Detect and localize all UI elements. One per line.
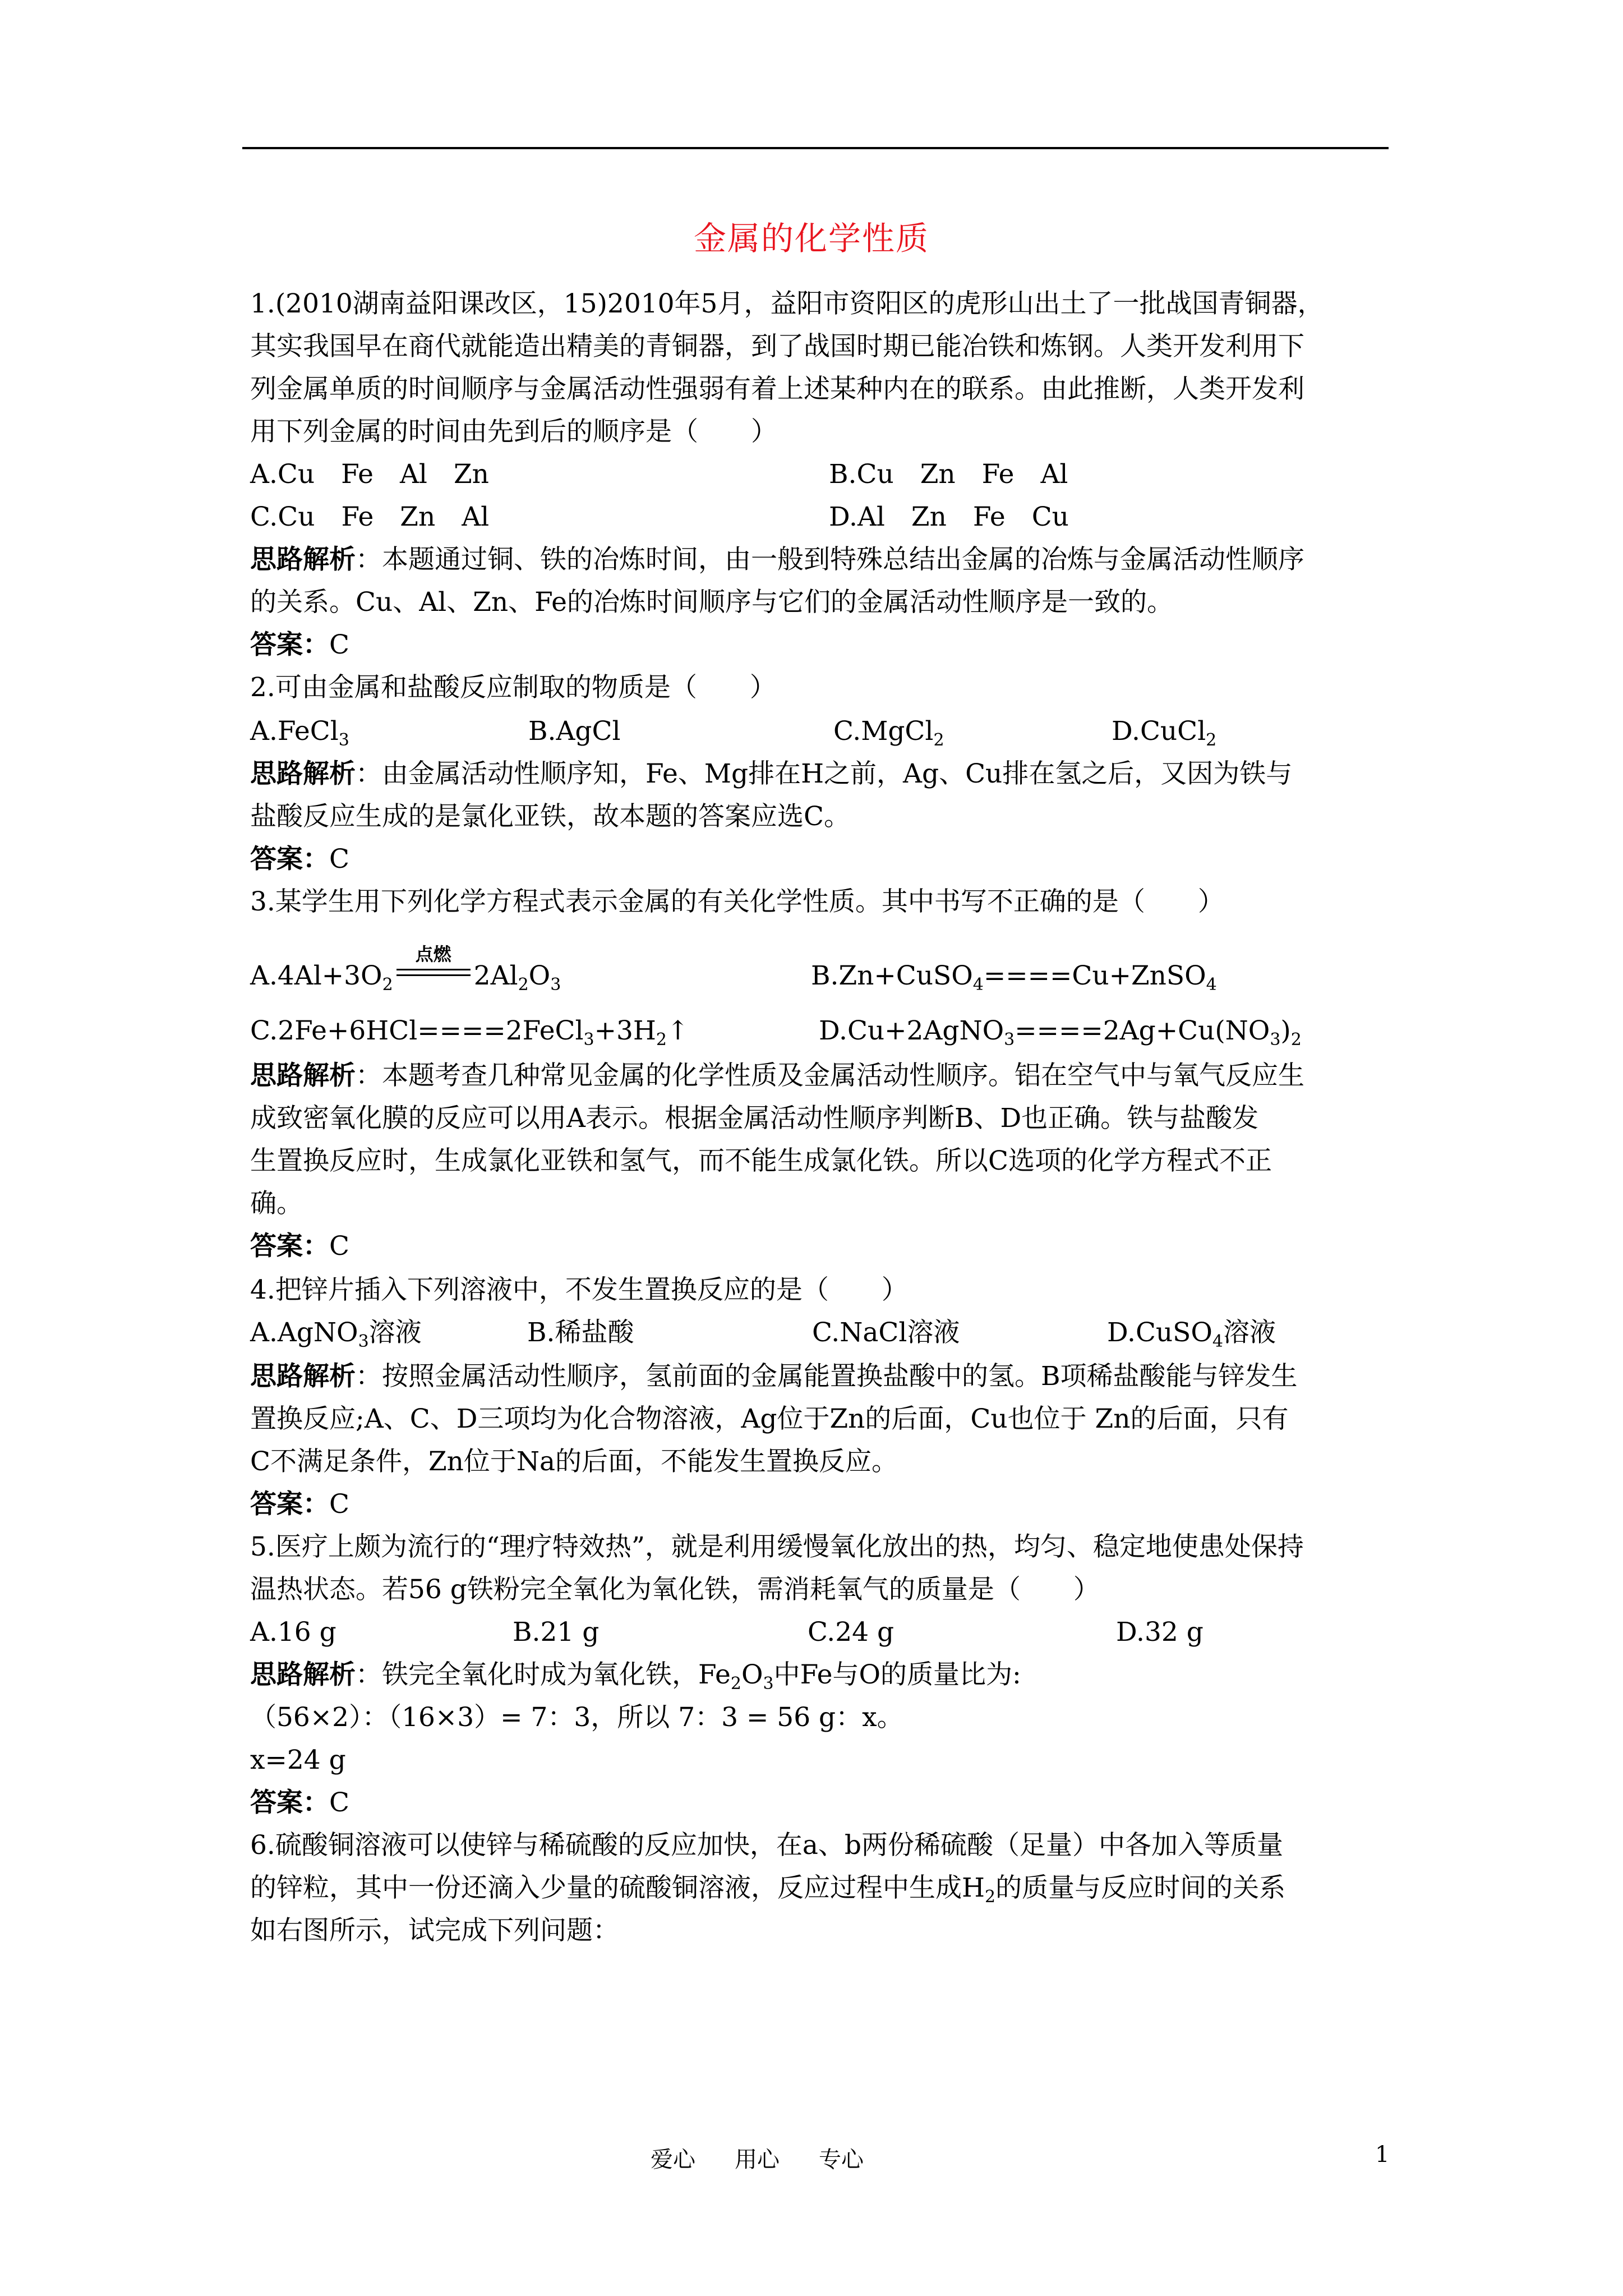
q6-line-2: 的锌粒，其中一份还滴入少量的硫酸铜溶液，反应过程中生成$H_2$的质量与反应时间的关系 — [250, 1872, 1286, 1907]
q4-option-b: B.稀盐酸 — [527, 1317, 634, 1348]
q3-option-a: $A.4Al+3O_2$ 点燃 $2Al_2O_3$ — [250, 944, 561, 995]
page-title: 金属的化学性质 — [693, 219, 929, 257]
q4-option-a: A.AgNO$_3$溶液 — [250, 1317, 422, 1351]
q3-answer: 答案：C — [250, 1231, 349, 1262]
header-rule — [242, 147, 1389, 149]
q3-stem: 3.某学生用下列化学方程式表示金属的有关化学性质。其中书写不正确的是（ ） — [250, 886, 1224, 917]
q5-analysis-line-2: （56×2）：（16×3）= 7：3，所以 7：3 = 56 g：x。 — [250, 1702, 903, 1733]
q1-option-b: B.Cu Zn Fe Al — [829, 459, 1068, 490]
q2-answer: 答案：C — [250, 844, 349, 875]
q2-option-d: D.CuCl$_2$ — [1112, 716, 1217, 750]
q1-option-a: A.Cu Fe Al Zn — [250, 459, 489, 490]
q2-option-c: C.MgCl$_2$ — [833, 716, 944, 750]
q3-option-d: $D.Cu+2AgNO_3====2Ag+Cu(NO_3)_2$ — [819, 1015, 1302, 1050]
q2-option-b: B.AgCl — [528, 716, 621, 747]
q6-line-3: 如右图所示，试完成下列问题： — [250, 1915, 619, 1946]
q1-option-d: D.Al Zn Fe Cu — [829, 501, 1069, 532]
q3-analysis-line-3: 生置换反应时，生成氯化亚铁和氢气，而不能生成氯化铁。所以C选项的化学方程式不正 — [250, 1145, 1272, 1176]
q5-analysis-line-3: x=24 g — [250, 1745, 346, 1775]
q4-analysis-line-2: 置换反应;A、C、D三项均为化合物溶液，Ag位于Zn的后面，Cu也位于 Zn的后面，只有 — [250, 1404, 1289, 1434]
q5-option-a: A.16 g — [250, 1617, 336, 1648]
q4-stem: 4.把锌片插入下列溶液中，不发生置换反应的是（ ） — [250, 1274, 908, 1305]
q2-stem: 2.可由金属和盐酸反应制取的物质是（ ） — [250, 672, 776, 703]
q3-option-c: $C.2Fe+6HCl====2FeCl_3+3H_2↑$ — [250, 1015, 689, 1050]
reaction-condition-arrow: 点燃 — [396, 964, 471, 981]
q5-option-c: C.24 g — [808, 1617, 895, 1648]
q5-line-2: 温热状态。若56 g铁粉完全氧化为氧化铁，需消耗氧气的质量是（ ） — [250, 1574, 1100, 1605]
q5-option-d: D.32 g — [1116, 1617, 1204, 1648]
q4-analysis-line-3: C不满足条件，Zn位于Na的后面，不能发生置换反应。 — [250, 1446, 898, 1477]
q2-analysis-line-2: 盐酸反应生成的是氯化亚铁，故本题的答案应选C。 — [250, 801, 850, 832]
q4-answer: 答案：C — [250, 1489, 349, 1520]
q1-line-3: 列金属单质的时间顺序与金属活动性强弱有着上述某种内在的联系。由此推断，人类开发利 — [250, 374, 1304, 404]
q5-answer: 答案：C — [250, 1787, 349, 1818]
q4-analysis-line-1: 思路解析：按照金属活动性顺序，氢前面的金属能置换盐酸中的氢。B项稀盐酸能与锌发生 — [250, 1361, 1298, 1392]
q1-answer: 答案：C — [250, 629, 349, 660]
footer-motto: 爱心 用心 专心 — [651, 2147, 864, 2173]
analysis-label: 思路解析 — [250, 544, 356, 575]
q5-analysis-line-1: 思路解析：铁完全氧化时成为氧化铁，$Fe_2O_3$中Fe与O的质量比为: — [250, 1659, 1021, 1694]
q1-line-1: 1.(2010湖南益阳课改区，15)2010年5月，益阳市资阳区的虎形山出土了一批战国青铜器， — [250, 288, 1324, 319]
q1-line-2: 其实我国早在商代就能造出精美的青铜器，到了战国时期已能冶铁和炼钢。人类开发利用下 — [250, 331, 1304, 362]
q3-analysis-line-1: 思路解析：本题考查几种常见金属的化学性质及金属活动性顺序。铝在空气中与氧气反应生 — [250, 1060, 1304, 1091]
q1-analysis-line-1: 思路解析：本题通过铜、铁的冶炼时间，由一般到特殊总结出金属的冶炼与金属活动性顺序 — [250, 544, 1304, 575]
q3-analysis-line-4: 确。 — [250, 1188, 303, 1219]
q5-line-1: 5.医疗上颇为流行的“理疗特效热”，就是利用缓慢氧化放出的热，均匀、稳定地使患处保持 — [250, 1531, 1304, 1562]
q3-analysis-line-2: 成致密氧化膜的反应可以用A表示。根据金属活动性顺序判断B、D也正确。铁与盐酸发 — [250, 1103, 1259, 1134]
q6-line-1: 6.硫酸铜溶液可以使锌与稀硫酸的反应加快，在a、b两份稀硫酸（足量）中各加入等质量 — [250, 1830, 1283, 1861]
q2-option-a: A.FeCl$_3$ — [250, 716, 349, 750]
q1-line-4: 用下列金属的时间由先到后的顺序是（ ） — [250, 416, 777, 447]
q3-option-b: B.Zn+CuSO$_4$====Cu+ZnSO$_4$ — [811, 960, 1217, 995]
q1-option-c: C.Cu Fe Zn Al — [250, 501, 490, 532]
q4-option-d: D.CuSO$_4$溶液 — [1107, 1317, 1276, 1351]
q4-option-c: C.NaCl溶液 — [812, 1317, 960, 1348]
q1-analysis-line-2: 的关系。Cu、Al、Zn、Fe的冶炼时间顺序与它们的金属活动性顺序是一致的。 — [250, 587, 1173, 618]
page-number: 1 — [1375, 2142, 1390, 2168]
q5-option-b: B.21 g — [513, 1617, 600, 1648]
q2-analysis-line-1: 思路解析：由金属活动性顺序知，Fe、Mg排在H之前，Ag、Cu排在氢之后，又因为铁与 — [250, 758, 1293, 789]
